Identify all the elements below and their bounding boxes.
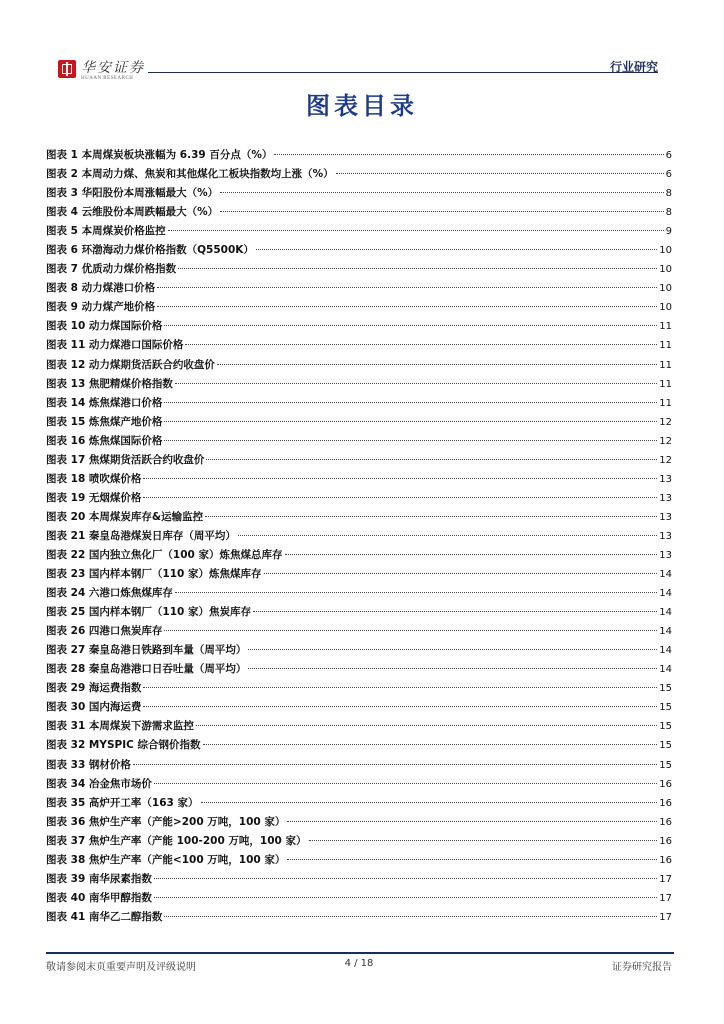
- toc-entry-page[interactable]: 13: [659, 511, 672, 523]
- toc-entry-page[interactable]: 11: [659, 340, 672, 352]
- toc-entry[interactable]: [46, 375, 672, 394]
- toc-dot-leader: [178, 268, 657, 269]
- toc-entry-label[interactable]: 图表 40 南华甲醇指数: [46, 891, 152, 904]
- toc-dot-leader: [164, 325, 657, 326]
- toc-entry-label[interactable]: 图表 22 国内独立焦化厂（100 家）炼焦煤总库存: [46, 548, 283, 561]
- toc-entry-page[interactable]: 15: [659, 721, 672, 733]
- toc-dot-leader: [154, 878, 657, 879]
- logo-name-en: HUAAN RESEARCH: [81, 76, 134, 81]
- toc-entry-page[interactable]: 12: [659, 416, 672, 428]
- toc-entry-label[interactable]: 图表 38 焦炉生产率（产能<100 万吨，100 家）: [46, 853, 286, 866]
- toc-entry[interactable]: [46, 279, 672, 298]
- toc-entry[interactable]: [46, 546, 672, 565]
- toc-entry-label[interactable]: 图表 31 本周煤炭下游需求监控: [46, 720, 194, 733]
- toc-entry-page[interactable]: 10: [659, 283, 672, 295]
- toc-entry-label[interactable]: 图表 24 六港口炼焦煤库存: [46, 587, 173, 600]
- toc-dot-leader: [196, 725, 657, 726]
- toc-entry-page[interactable]: 15: [659, 702, 672, 714]
- toc-entry-page[interactable]: 11: [659, 359, 672, 371]
- toc-entry[interactable]: [46, 660, 672, 679]
- toc-dot-leader: [175, 592, 657, 593]
- toc-entry[interactable]: [46, 622, 672, 641]
- toc-entry-label[interactable]: 图表 34 冶金焦市场价: [46, 777, 152, 790]
- toc-entry-page[interactable]: 10: [659, 264, 672, 276]
- toc-dot-leader: [220, 192, 663, 193]
- toc-entry[interactable]: [46, 413, 672, 432]
- company-logo: [58, 60, 145, 82]
- toc-entry-page[interactable]: 14: [659, 626, 672, 638]
- toc-entry-page[interactable]: 14: [659, 607, 672, 619]
- report-type: 证券研究报告: [612, 962, 672, 973]
- toc-entry-label[interactable]: 图表 21 秦皇岛港煤炭日库存（周平均）: [46, 529, 236, 542]
- toc-dot-leader: [287, 859, 657, 860]
- toc-entry[interactable]: [46, 584, 672, 603]
- toc-dot-leader: [143, 478, 657, 479]
- toc-dot-leader: [287, 821, 657, 822]
- page-number: 4 / 18: [344, 958, 374, 969]
- toc-entry-label[interactable]: 图表 11 动力煤港口国际价格: [46, 339, 184, 352]
- toc-entry[interactable]: [46, 298, 672, 317]
- toc-entry-label[interactable]: 图表 12 动力煤期货活跃合约收盘价: [46, 358, 215, 371]
- toc-entry-page[interactable]: 15: [659, 740, 672, 752]
- toc-entry-label[interactable]: 图表 5 本周煤炭价格监控: [46, 225, 166, 238]
- toc-entry-page[interactable]: 12: [659, 435, 672, 447]
- disclaimer-note: 敬请参阅末页重要声明及评级说明: [46, 962, 196, 973]
- toc-entry-label[interactable]: 图表 15 炼焦煤产地价格: [46, 415, 163, 428]
- toc-entry-label[interactable]: 图表 23 国内样本钢厂（110 家）炼焦煤库存: [46, 568, 262, 581]
- toc-entry-page[interactable]: 16: [659, 835, 672, 847]
- toc-entry-label[interactable]: 图表 20 本周煤炭库存&运输监控: [46, 510, 204, 523]
- toc-entry-label[interactable]: 图表 8 动力煤港口价格: [46, 282, 156, 295]
- toc-entry-page[interactable]: 6: [665, 169, 672, 181]
- toc-dot-leader: [336, 173, 664, 174]
- toc-dot-leader: [154, 783, 657, 784]
- toc-entry-page[interactable]: 14: [659, 588, 672, 600]
- toc-dot-leader: [309, 840, 658, 841]
- toc-entry[interactable]: [46, 222, 672, 241]
- toc-entry-label[interactable]: 图表 39 南华尿素指数: [46, 872, 152, 885]
- toc-entry-page[interactable]: 16: [659, 797, 672, 809]
- page-header: [0, 0, 724, 90]
- toc-dot-leader: [154, 897, 657, 898]
- toc-entry-label[interactable]: 图表 27 秦皇岛港日铁路到车量（周平均）: [46, 644, 247, 657]
- toc-dot-leader: [175, 383, 657, 384]
- toc-entry[interactable]: [46, 641, 672, 660]
- toc-entry[interactable]: [46, 679, 672, 698]
- toc-dot-leader: [164, 402, 657, 403]
- toc-entry[interactable]: [46, 851, 672, 870]
- toc-entry-label[interactable]: 图表 16 炼焦煤国际价格: [46, 434, 163, 447]
- toc-entry-label[interactable]: 图表 35 高炉开工率（163 家）: [46, 796, 199, 809]
- toc-entry-label[interactable]: 图表 36 焦炉生产率（产能>200 万吨，100 家）: [46, 815, 286, 828]
- toc-dot-leader: [206, 459, 657, 460]
- toc-entry-label[interactable]: 图表 25 国内样本钢厂（110 家）焦炭库存: [46, 606, 251, 619]
- toc-entry[interactable]: [46, 908, 672, 927]
- toc-entry[interactable]: [46, 794, 672, 813]
- report-category: 行业研究: [609, 60, 658, 74]
- toc-entry-page[interactable]: 13: [659, 492, 672, 504]
- toc-dot-leader: [201, 802, 658, 803]
- toc-entry-label[interactable]: 图表 7 优质动力煤价格指数: [46, 263, 177, 276]
- toc-entry-page[interactable]: 17: [659, 873, 672, 885]
- toc-entry-page[interactable]: 14: [659, 645, 672, 657]
- toc-entry[interactable]: [46, 451, 672, 470]
- toc-dot-leader: [164, 916, 657, 917]
- header-divider: [148, 72, 658, 73]
- toc-dot-leader: [185, 344, 657, 345]
- toc-dot-leader: [264, 573, 658, 574]
- toc-entry-label[interactable]: 图表 6 环渤海动力煤价格指数（Q5500K）: [46, 244, 254, 257]
- toc-entry-page[interactable]: 16: [659, 816, 672, 828]
- toc-entry[interactable]: [46, 489, 672, 508]
- toc-dot-leader: [203, 744, 658, 745]
- toc-entry-page[interactable]: 16: [659, 854, 672, 866]
- toc-entry-page[interactable]: 12: [659, 454, 672, 466]
- toc-entry-page[interactable]: 13: [659, 549, 672, 561]
- toc-entry[interactable]: [46, 527, 672, 546]
- toc-dot-leader: [205, 516, 657, 517]
- toc-entry[interactable]: [46, 184, 672, 203]
- toc-entry-page[interactable]: 15: [659, 759, 672, 771]
- toc-entry-label[interactable]: 图表 13 焦肥精煤价格指数: [46, 377, 173, 390]
- toc-entry-label[interactable]: 图表 26 四港口焦炭库存: [46, 625, 163, 638]
- toc-dot-leader: [248, 649, 657, 650]
- toc-dot-leader: [220, 211, 663, 212]
- toc-entry-page[interactable]: 6: [665, 150, 672, 161]
- toc-entry[interactable]: [46, 508, 672, 527]
- toc-dot-leader: [143, 687, 657, 688]
- toc-entry[interactable]: [46, 432, 672, 451]
- toc-entry[interactable]: [46, 394, 672, 413]
- toc-entry-page[interactable]: 8: [665, 207, 672, 219]
- toc-entry-page[interactable]: 11: [659, 397, 672, 409]
- toc-dot-leader: [157, 306, 657, 307]
- toc-dot-leader: [217, 364, 657, 365]
- page-title: 图表目录: [306, 92, 418, 120]
- toc-dot-leader: [168, 230, 664, 231]
- toc-dot-leader: [143, 497, 657, 498]
- toc-entry-label[interactable]: 图表 3 华阳股份本周涨幅最大（%）: [46, 187, 219, 200]
- toc-entry-label[interactable]: 图表 2 本周动力煤、焦炭和其他煤化工板块指数均上涨（%）: [46, 168, 334, 181]
- toc-dot-leader: [143, 706, 657, 707]
- toc-entry-page[interactable]: 11: [659, 378, 672, 390]
- toc-entry-label[interactable]: 图表 41 南华乙二醇指数: [46, 910, 163, 923]
- toc-dot-leader: [256, 249, 657, 250]
- toc-entry-page[interactable]: 10: [659, 245, 672, 257]
- toc-entry[interactable]: [46, 736, 672, 755]
- logo-seal-icon: [58, 60, 76, 78]
- toc-entry[interactable]: [46, 832, 672, 851]
- toc-dot-leader: [238, 535, 657, 536]
- logo-text: [81, 60, 145, 82]
- toc-dot-leader: [133, 764, 657, 765]
- toc-entry-page[interactable]: 14: [659, 664, 672, 676]
- toc-entry-label[interactable]: 图表 10 动力煤国际价格: [46, 320, 163, 333]
- toc-entry[interactable]: [46, 603, 672, 622]
- toc-entry[interactable]: [46, 241, 672, 260]
- toc-entry[interactable]: [46, 756, 672, 775]
- toc-entry-page[interactable]: 16: [659, 778, 672, 790]
- toc-dot-leader: [164, 421, 657, 422]
- toc-entry-label[interactable]: 图表 32 MYSPIC 综合钢价指数: [46, 739, 201, 752]
- toc-entry[interactable]: [46, 317, 672, 336]
- toc-entry-page[interactable]: 8: [665, 188, 672, 200]
- toc-entry-label[interactable]: 图表 19 无烟煤价格: [46, 491, 142, 504]
- toc-entry[interactable]: [46, 565, 672, 584]
- toc-dot-leader: [164, 440, 657, 441]
- toc-entry-label[interactable]: 图表 29 海运费指数: [46, 682, 142, 695]
- figure-table-of-contents: [46, 146, 672, 927]
- toc-entry[interactable]: [46, 165, 672, 184]
- toc-entry-page[interactable]: 13: [659, 473, 672, 485]
- toc-dot-leader: [248, 668, 657, 669]
- toc-entry-label[interactable]: 图表 17 焦煤期货活跃合约收盘价: [46, 453, 205, 466]
- toc-entry-page[interactable]: 9: [665, 226, 672, 238]
- footer-divider: [46, 952, 674, 954]
- toc-dot-leader: [164, 630, 657, 631]
- toc-entry[interactable]: [46, 146, 672, 165]
- toc-entry[interactable]: [46, 470, 672, 489]
- toc-entry-label[interactable]: 图表 28 秦皇岛港港口日吞吐量（周平均）: [46, 663, 247, 676]
- toc-entry[interactable]: [46, 260, 672, 279]
- toc-entry-page[interactable]: 17: [659, 892, 672, 904]
- toc-entry-page[interactable]: 15: [659, 683, 672, 695]
- toc-entry-page[interactable]: 17: [659, 911, 672, 923]
- toc-entry-page[interactable]: 14: [659, 569, 672, 581]
- toc-entry[interactable]: [46, 356, 672, 375]
- toc-dot-leader: [285, 554, 658, 555]
- toc-dot-leader: [253, 611, 657, 612]
- toc-entry[interactable]: [46, 775, 672, 794]
- toc-entry-label[interactable]: 图表 18 喷吹煤价格: [46, 472, 142, 485]
- toc-entry-label[interactable]: 图表 4 云维股份本周跌幅最大（%）: [46, 206, 219, 219]
- toc-entry-page[interactable]: 11: [659, 321, 672, 333]
- toc-entry[interactable]: [46, 203, 672, 222]
- toc-entry-label[interactable]: 图表 33 钢材价格: [46, 758, 131, 771]
- toc-entry[interactable]: [46, 698, 672, 717]
- toc-dot-leader: [157, 287, 657, 288]
- toc-entry-page[interactable]: 13: [659, 530, 672, 542]
- logo-name-cn: 华安证券: [81, 60, 145, 76]
- toc-entry-label[interactable]: 图表 30 国内海运费: [46, 701, 142, 714]
- toc-entry[interactable]: [46, 889, 672, 908]
- toc-entry-label[interactable]: 图表 9 动力煤产地价格: [46, 301, 156, 314]
- toc-entry-page[interactable]: 10: [659, 302, 672, 314]
- toc-entry[interactable]: [46, 717, 672, 736]
- toc-entry[interactable]: [46, 870, 672, 889]
- toc-entry-label[interactable]: 图表 1 本周煤炭板块涨幅为 6.39 百分点（%）: [46, 149, 273, 161]
- toc-entry[interactable]: [46, 336, 672, 355]
- toc-dot-leader: [274, 154, 663, 155]
- toc-entry-label[interactable]: 图表 37 焦炉生产率（产能 100-200 万吨，100 家）: [46, 834, 307, 847]
- toc-entry[interactable]: [46, 813, 672, 832]
- toc-entry-label[interactable]: 图表 14 炼焦煤港口价格: [46, 396, 163, 409]
